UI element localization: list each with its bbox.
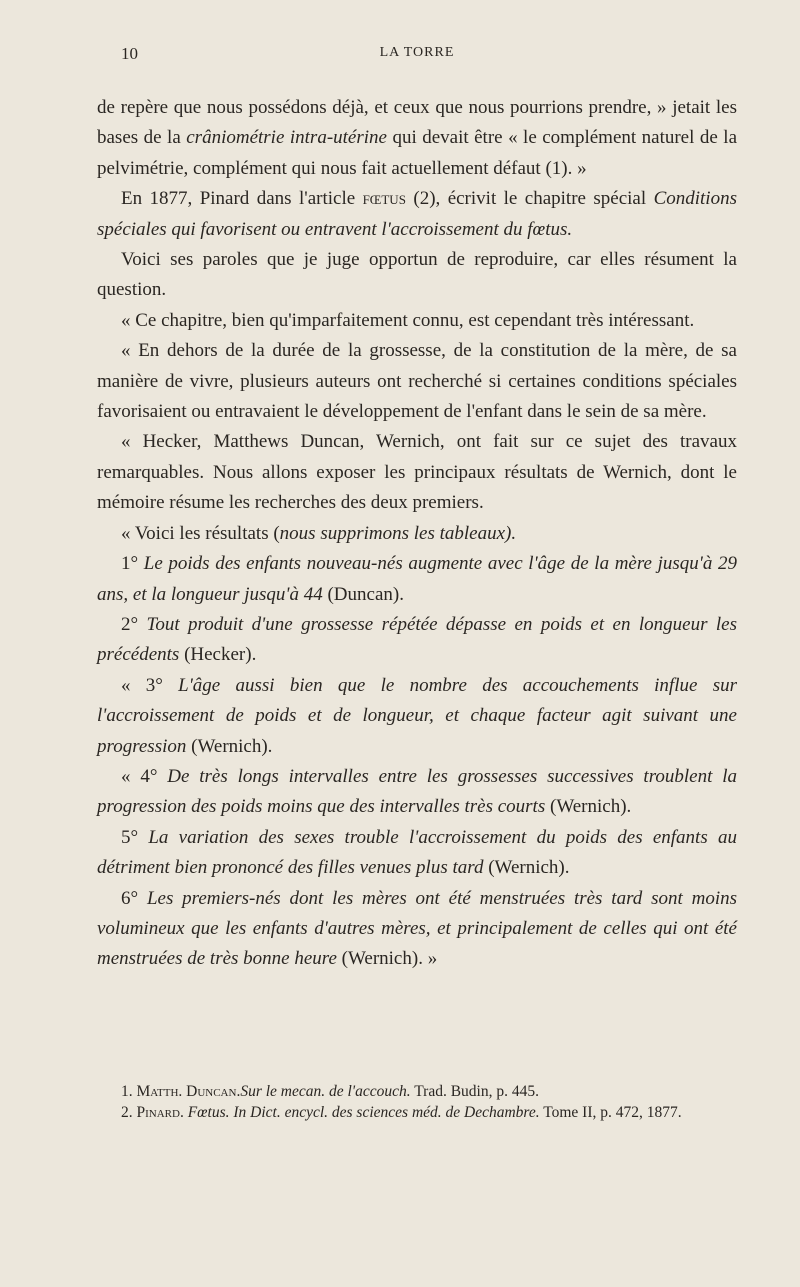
list-item: « 4° De très longs intervalles entre les grossesses successives troublent la progression des poids moins que des intervalles très courts (Wernich). [97,765,737,818]
list-item: 5° La variation des sexes trouble l'accroissement du poids des enfants au détriment bien prononcé des filles venues plus tard (Wernich). [97,826,737,879]
paragraph: « En dehors de la durée de la grossesse, de la constitution de la mère, de sa manière de vivre, plusieurs auteurs ont recherché si certaines conditions spéciales favorisaient ou entravaient le développement de l'enfant dans le sein de sa mère. [97,340,737,423]
list-item: 2° Tout produit d'une grossesse répétée dépasse en poids et en longueur les précédents (Hecker). [97,613,737,666]
page-header [97,44,737,68]
page-number: 10 [121,44,138,63]
running-head: LA TORRE [379,45,455,60]
footnotes [97,1081,737,1123]
paragraph: « Ce chapitre, bien qu'imparfaitement connu, est cependant très intéressant. [121,309,695,331]
list-item: « 3° L'âge aussi bien que le nombre des accouchements influe sur l'accroissement de poids et de longueur, et chaque facteur agit suivant une progression (Wernich). [97,674,737,757]
paragraph: « Voici les résultats (nous supprimons les tableaux). [121,522,517,544]
footnote: 2. Pinard. Fœtus. In Dict. encycl. des sciences méd. de Dechambre. Tome II, p. 472, 1877. [121,1104,682,1121]
body-text [97,93,737,975]
paragraph: « Hecker, Matthews Duncan, Wernich, ont fait sur ce sujet des travaux remarquables. Nous allons exposer les principaux résultats de Wernich, dont le mémoire résume les recherches des deux premiers. [97,431,737,514]
list-item: 1° Le poids des enfants nouveau-nés augmente avec l'âge de la mère jusqu'à 29 ans, et la longueur jusqu'à 44 (Duncan). [97,553,737,605]
paragraph: En 1877, Pinard dans l'article fœtus (2), écrivit le chapitre spécial Conditions spéciales qui favorisent ou entravent l'accroissement du fœtus. [97,188,737,240]
paragraph: de repère que nous possédons déjà, et ceux que nous pourrions prendre, » jetait les bases de la crâniométrie intra-utérine qui devait être « le complément naturel de la pelvimétrie, complément qui nous fait actuellement défaut (1). » [97,97,737,179]
list-item: 6° Les premiers-nés dont les mères ont été menstruées très tard sont moins volumineux que les enfants d'autres mères, et principalement de celles qui ont été menstruées de très bonne heure (Wernich). » [97,887,737,970]
paragraph: Voici ses paroles que je juge opportun de reproduire, car elles résument la question. [97,249,737,301]
footnote: 1. Matth. Duncan.Sur le mecan. de l'accouch. Trad. Budin, p. 445. [121,1083,539,1100]
